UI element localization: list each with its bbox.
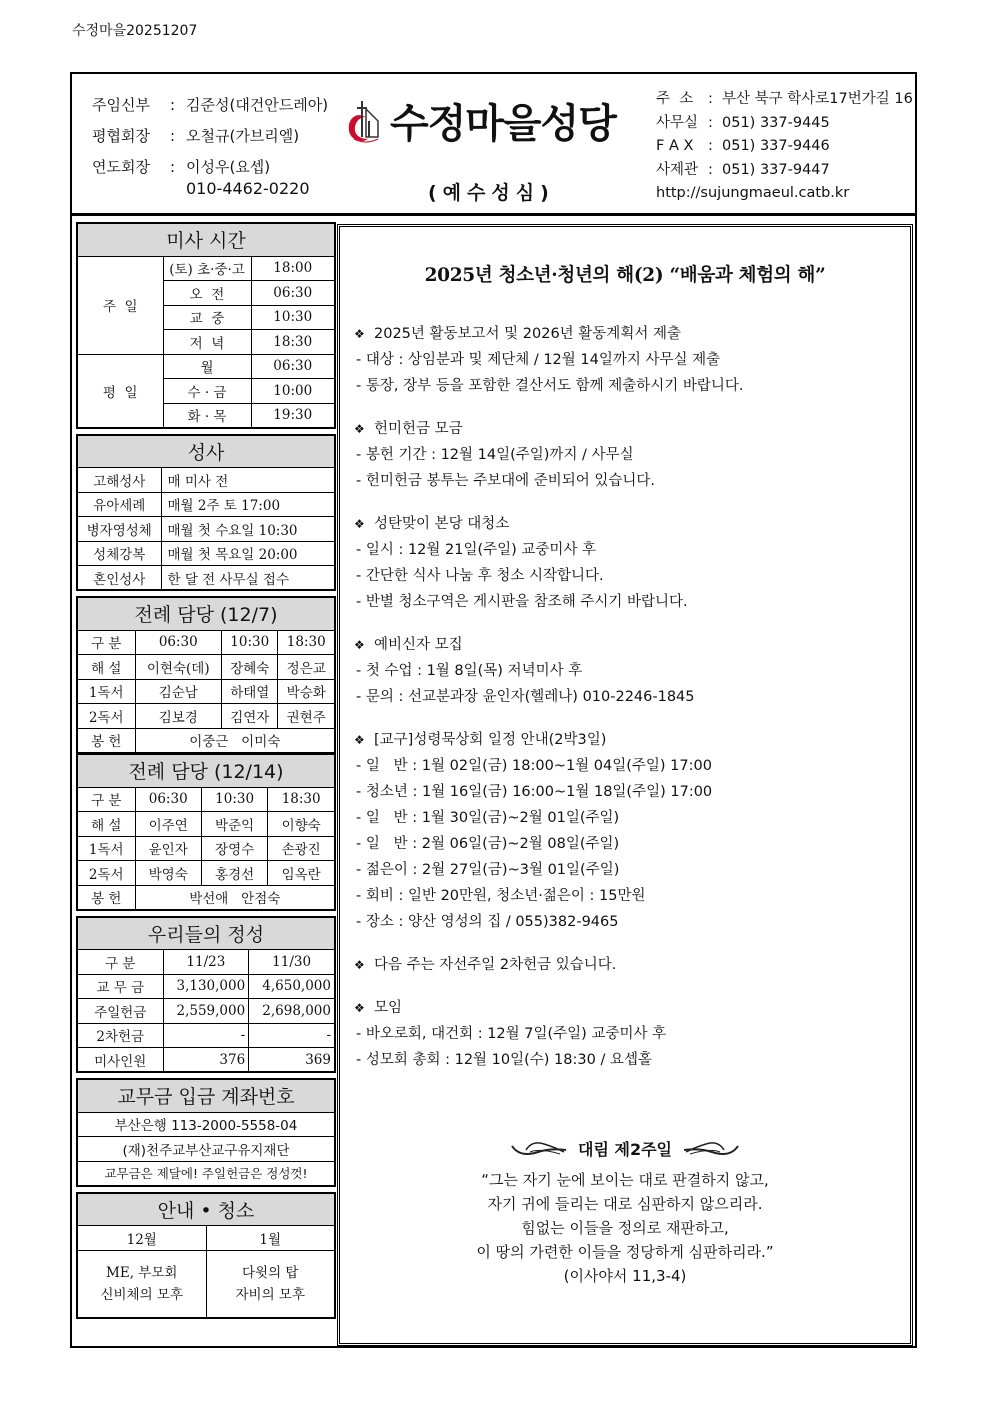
mass-time: 10:30 <box>251 305 335 330</box>
left-column <box>76 222 338 1324</box>
mass-name: 오 전 <box>163 281 251 306</box>
group-name: 신비체의 모후 <box>100 1286 184 1303</box>
guide-groups-january <box>206 1250 335 1318</box>
person-name: 장영수 <box>201 836 267 861</box>
role-label: 1독서 <box>77 836 135 861</box>
table-header-row <box>77 1226 335 1251</box>
separator: : <box>170 158 176 176</box>
notice-heading: [교구]성령묵상회 일정 안내(2박3일) <box>374 732 607 748</box>
person-name: 정은교 <box>278 655 335 680</box>
table-row <box>77 468 335 493</box>
sunday-label: 주 일 <box>77 256 163 354</box>
scripture-line: 힘없는 이들을 정의로 재판하고, <box>521 1219 729 1237</box>
bulletin-page <box>70 72 917 1348</box>
mass-time: 06:30 <box>251 354 335 379</box>
notice-section <box>354 511 910 615</box>
role-label: 2독서 <box>77 861 135 886</box>
column-header: 06:30 <box>135 630 222 655</box>
role-label: 해 설 <box>77 655 135 680</box>
liturgical-day-title: 대림 제2주일 <box>578 1140 672 1159</box>
mass-name: 교 중 <box>163 305 251 330</box>
scripture-text <box>340 1168 910 1288</box>
contact-office <box>656 112 913 136</box>
offering-amount: - <box>249 1023 335 1048</box>
mass-times-title: 미사 시간 <box>77 223 335 256</box>
notice-line: - 헌미헌금 봉투는 주보대에 준비되어 있습니다. <box>356 473 656 489</box>
table-row <box>77 999 335 1024</box>
table-row <box>77 354 335 379</box>
contact-label: 주 소 <box>656 91 694 107</box>
role-label: 해 설 <box>77 812 135 837</box>
scripture-line: 자기 귀에 들리는 대로 심판하지 않으리라. <box>487 1195 763 1213</box>
person-name: 홍경선 <box>201 861 267 886</box>
table-row <box>77 541 335 566</box>
mass-name: 월 <box>163 354 251 379</box>
table-row <box>77 836 335 861</box>
guide-groups-december <box>77 1250 206 1318</box>
table-row <box>77 256 335 281</box>
diamond-bullet-icon: ❖ <box>354 327 365 341</box>
diamond-bullet-icon: ❖ <box>354 422 365 436</box>
sacrament-name: 유아세례 <box>77 492 161 517</box>
offering-persons: 박선애 안점숙 <box>135 885 335 910</box>
group-name: 다윗의 탑 <box>242 1264 299 1281</box>
contact-value: 051) 337-9447 <box>722 161 830 178</box>
table-header-row <box>77 787 335 812</box>
church-name: 수정마을성당 <box>390 101 616 147</box>
table-header-row <box>77 630 335 655</box>
table-row <box>77 1048 335 1073</box>
sacrament-name: 고해성사 <box>77 468 161 493</box>
sacrament-schedule: 매 미사 전 <box>161 468 335 493</box>
notice-section <box>354 952 910 978</box>
contact-fax <box>656 135 913 159</box>
notice-heading: 성탄맞이 본당 대청소 <box>374 516 510 532</box>
offering-type: 주일헌금 <box>77 999 163 1024</box>
person-name: 윤인자 <box>135 836 201 861</box>
table-row <box>77 1250 335 1318</box>
table-row <box>77 704 335 729</box>
liturgy-table-1214 <box>76 753 336 911</box>
notice-line: - 통장, 장부 등을 포함한 결산서도 함께 제출하시기 바랍니다. <box>356 378 744 394</box>
person-name: 손광진 <box>268 836 335 861</box>
notice-line: - 일 반 : 2월 06일(금)~2월 08일(주일) <box>356 836 620 852</box>
role-label: 2독서 <box>77 704 135 729</box>
contact-label: 사제관 <box>656 161 699 178</box>
sacrament-schedule: 한 달 전 사무실 접수 <box>161 566 335 591</box>
scripture-reference: (이사야서 11,3-4) <box>563 1267 687 1285</box>
offering-persons: 이중근 이미숙 <box>135 728 335 753</box>
notice-line: - 대상 : 상임분과 및 제단체 / 12월 14일까지 사무실 제출 <box>356 352 721 368</box>
mass-time: 18:00 <box>251 256 335 281</box>
notice-line: - 일시 : 12월 21일(주일) 교중미사 후 <box>356 542 597 558</box>
diamond-bullet-icon: ❖ <box>354 958 365 972</box>
sacrament-name: 병자영성체 <box>77 517 161 542</box>
notice-line: - 장소 : 양산 영성의 집 / 055)382-9465 <box>356 914 619 930</box>
document-id: 수정마을20251207 <box>72 23 198 39</box>
contact-value: 051) 337-9446 <box>722 138 830 154</box>
table-row <box>77 492 335 517</box>
column-header: 10:30 <box>201 787 267 812</box>
notice-line: - 회비 : 일반 20만원, 청소년·젊은이 : 15만원 <box>356 888 646 904</box>
separator: : <box>708 138 713 154</box>
table-row <box>77 728 335 753</box>
staff-label: 평협회장 <box>92 127 150 145</box>
scripture-line: 이 땅의 가련한 이들을 정당하게 심판하리라.” <box>476 1243 774 1261</box>
column-header: 구 분 <box>77 630 135 655</box>
table-row <box>77 679 335 704</box>
staff-pastor <box>92 90 328 121</box>
offering-amount: 2,559,000 <box>163 999 249 1024</box>
notice-line: - 첫 수업 : 1월 8일(목) 저녁미사 후 <box>356 663 583 679</box>
role-label: 봉 헌 <box>77 728 135 753</box>
notice-heading: 헌미헌금 모금 <box>374 421 463 437</box>
table-row <box>77 655 335 680</box>
month-header: 1월 <box>206 1226 335 1251</box>
left-flourish-icon <box>510 1138 568 1160</box>
contact-address <box>656 88 913 112</box>
church-logo <box>344 92 616 149</box>
offerings-table <box>76 916 336 1074</box>
offering-amount: 2,698,000 <box>249 999 335 1024</box>
offering-amount: 3,130,000 <box>163 974 249 999</box>
separator: : <box>708 114 713 131</box>
person-name: 김보경 <box>135 704 222 729</box>
liturgy-title: 전례 담당 (12/7) <box>77 597 335 630</box>
notice-heading: 다음 주는 자선주일 2차헌금 있습니다. <box>374 957 617 973</box>
offering-type: 교 무 금 <box>77 974 163 999</box>
mass-name: 수 · 금 <box>163 379 251 404</box>
notice-line: - 청소년 : 1월 16일(금) 16:00~1월 18일(주일) 17:00 <box>356 784 713 800</box>
church-logo-icon <box>344 97 386 145</box>
mass-times-table <box>76 222 336 429</box>
separator: : <box>708 161 713 178</box>
account-info-box <box>76 1078 336 1187</box>
person-name: 권현주 <box>278 704 335 729</box>
diamond-bullet-icon: ❖ <box>354 733 365 747</box>
staff-council-president <box>92 121 328 152</box>
month-header: 12월 <box>77 1226 206 1251</box>
sacrament-schedule: 매월 첫 목요일 20:00 <box>161 541 335 566</box>
column-header: 구 분 <box>77 787 135 812</box>
sacraments-table <box>76 434 336 592</box>
liturgy-table-1207 <box>76 596 336 753</box>
sacrament-schedule: 매월 첫 수요일 10:30 <box>161 517 335 542</box>
person-name: 장혜숙 <box>222 655 278 680</box>
column-header: 18:30 <box>278 630 335 655</box>
role-label: 봉 헌 <box>77 885 135 910</box>
separator: : <box>170 127 176 145</box>
contact-info <box>656 88 913 206</box>
separator: : <box>170 96 176 114</box>
church-motto: (예수성심) <box>428 182 555 204</box>
group-name: ME, 부모회 <box>106 1264 178 1281</box>
scripture-line: “그는 자기 눈에 보이는 대로 판결하지 않고, <box>481 1171 769 1189</box>
offerings-title: 우리들의 정성 <box>77 917 335 950</box>
diamond-bullet-icon: ❖ <box>354 638 365 652</box>
mass-time: 06:30 <box>251 281 335 306</box>
notice-line: - 간단한 식사 나눔 후 청소 시작합니다. <box>356 568 604 584</box>
staff-name: 김준성(대건안드레아) <box>186 96 329 114</box>
sacrament-schedule: 매월 2주 토 17:00 <box>161 492 335 517</box>
attendance-count: 369 <box>249 1048 335 1073</box>
contact-rectory <box>656 159 913 183</box>
bulletin-header <box>72 74 915 216</box>
notice-heading: 2025년 활동보고서 및 2026년 활동계획서 제출 <box>374 326 681 342</box>
group-name: 자비의 모후 <box>235 1286 305 1303</box>
table-row <box>77 517 335 542</box>
staff-name: 이성우(요셉) <box>186 158 271 176</box>
right-flourish-icon <box>682 1138 740 1160</box>
notice-section <box>354 727 910 935</box>
notice-line: - 일 반 : 1월 30일(금)~2월 01일(주일) <box>356 810 620 826</box>
notice-line: - 봉헌 기간 : 12월 14일(주일)까지 / 사무실 <box>356 447 634 463</box>
person-name: 김연자 <box>222 704 278 729</box>
column-header: 11/23 <box>163 950 249 975</box>
sacrament-name: 혼인성사 <box>77 566 161 591</box>
attendance-count: 376 <box>163 1048 249 1073</box>
notice-line: - 젊은이 : 2월 27일(금)~3월 01일(주일) <box>356 862 620 878</box>
guide-cleaning-table <box>76 1192 336 1320</box>
offering-type: 2차헌금 <box>77 1023 163 1048</box>
contact-value: 051) 337-9445 <box>722 114 830 131</box>
notice-section <box>354 995 910 1073</box>
sacraments-title: 성사 <box>77 435 335 468</box>
mass-name: (토) 초·중·고 <box>163 256 251 281</box>
weekday-label: 평 일 <box>77 354 163 428</box>
column-header: 구 분 <box>77 950 163 975</box>
notice-section <box>354 416 910 494</box>
column-header: 06:30 <box>135 787 201 812</box>
person-name: 임옥란 <box>268 861 335 886</box>
diamond-bullet-icon: ❖ <box>354 517 365 531</box>
person-name: 김순남 <box>135 679 222 704</box>
notice-line: - 일 반 : 1월 02일(금) 18:00~1월 04일(주일) 17:00 <box>356 758 712 774</box>
person-name: 이주연 <box>135 812 201 837</box>
liturgy-title: 전례 담당 (12/14) <box>77 754 335 787</box>
mass-time: 18:30 <box>251 330 335 355</box>
table-header-row <box>77 950 335 975</box>
contact-label: 사무실 <box>656 114 699 131</box>
scripture-block <box>340 1137 910 1288</box>
role-label: 1독서 <box>77 679 135 704</box>
table-row <box>77 1023 335 1048</box>
person-name: 박승화 <box>278 679 335 704</box>
mass-time: 19:30 <box>251 403 335 428</box>
notices-panel <box>337 224 913 1346</box>
separator: : <box>708 91 713 107</box>
notice-line: - 바오로회, 대건회 : 12월 7일(주일) 교중미사 후 <box>356 1026 667 1042</box>
website-link[interactable]: http://sujungmaeul.catb.kr <box>656 185 850 201</box>
person-name: 박영숙 <box>135 861 201 886</box>
sacrament-name: 성체강복 <box>77 541 161 566</box>
table-row <box>77 566 335 591</box>
mass-name: 저 녁 <box>163 330 251 355</box>
person-name: 이현숙(데) <box>135 655 222 680</box>
notices-title: 2025년 청소년·청년의 해(2) “배움과 체험의 해” <box>424 265 826 286</box>
table-row <box>77 974 335 999</box>
contact-label: F A X <box>656 138 694 154</box>
notice-line: - 성모회 총회 : 12월 10일(수) 18:30 / 요셉홀 <box>356 1052 652 1068</box>
offering-type: 미사인원 <box>77 1048 163 1073</box>
column-header: 11/30 <box>249 950 335 975</box>
column-header: 10:30 <box>222 630 278 655</box>
table-row <box>77 861 335 886</box>
staff-label: 주임신부 <box>92 96 150 114</box>
notice-heading: 모임 <box>374 1000 403 1016</box>
person-name: 이향숙 <box>268 812 335 837</box>
staff-label: 연도회장 <box>92 158 150 176</box>
notice-line: - 문의 : 선교분과장 윤인자(헬레나) 010-2246-1845 <box>356 689 695 705</box>
person-name: 박준익 <box>201 812 267 837</box>
account-title: 교무금 입금 계좌번호 <box>77 1079 335 1112</box>
offering-amount: 4,650,000 <box>249 974 335 999</box>
mass-time: 10:00 <box>251 379 335 404</box>
notices-list <box>340 321 910 1073</box>
person-name: 하태열 <box>222 679 278 704</box>
guide-title: 안내 • 청소 <box>77 1193 335 1226</box>
staff-list <box>92 90 328 199</box>
column-header: 18:30 <box>268 787 335 812</box>
notice-line: - 반별 청소구역은 게시판을 참조해 주시기 바랍니다. <box>356 594 688 610</box>
account-holder: (재)천주교부산교구유지재단 <box>77 1137 335 1162</box>
notice-section <box>354 632 910 710</box>
notice-heading: 예비신자 모집 <box>374 637 463 653</box>
account-note: 교무금은 제달에! 주일헌금은 정성껏! <box>77 1161 335 1186</box>
staff-name: 오철규(가브리엘) <box>186 127 300 145</box>
bank-account-number: 부산은행 113-2000-5558-04 <box>77 1112 335 1137</box>
staff-phone: 010-4462-0220 <box>186 179 310 198</box>
mass-name: 화 · 목 <box>163 403 251 428</box>
table-row <box>77 885 335 910</box>
notice-section <box>354 321 910 399</box>
table-row <box>77 812 335 837</box>
diamond-bullet-icon: ❖ <box>354 1001 365 1015</box>
contact-value: 부산 북구 학사로17번가길 16 <box>722 91 913 107</box>
offering-amount: - <box>163 1023 249 1048</box>
